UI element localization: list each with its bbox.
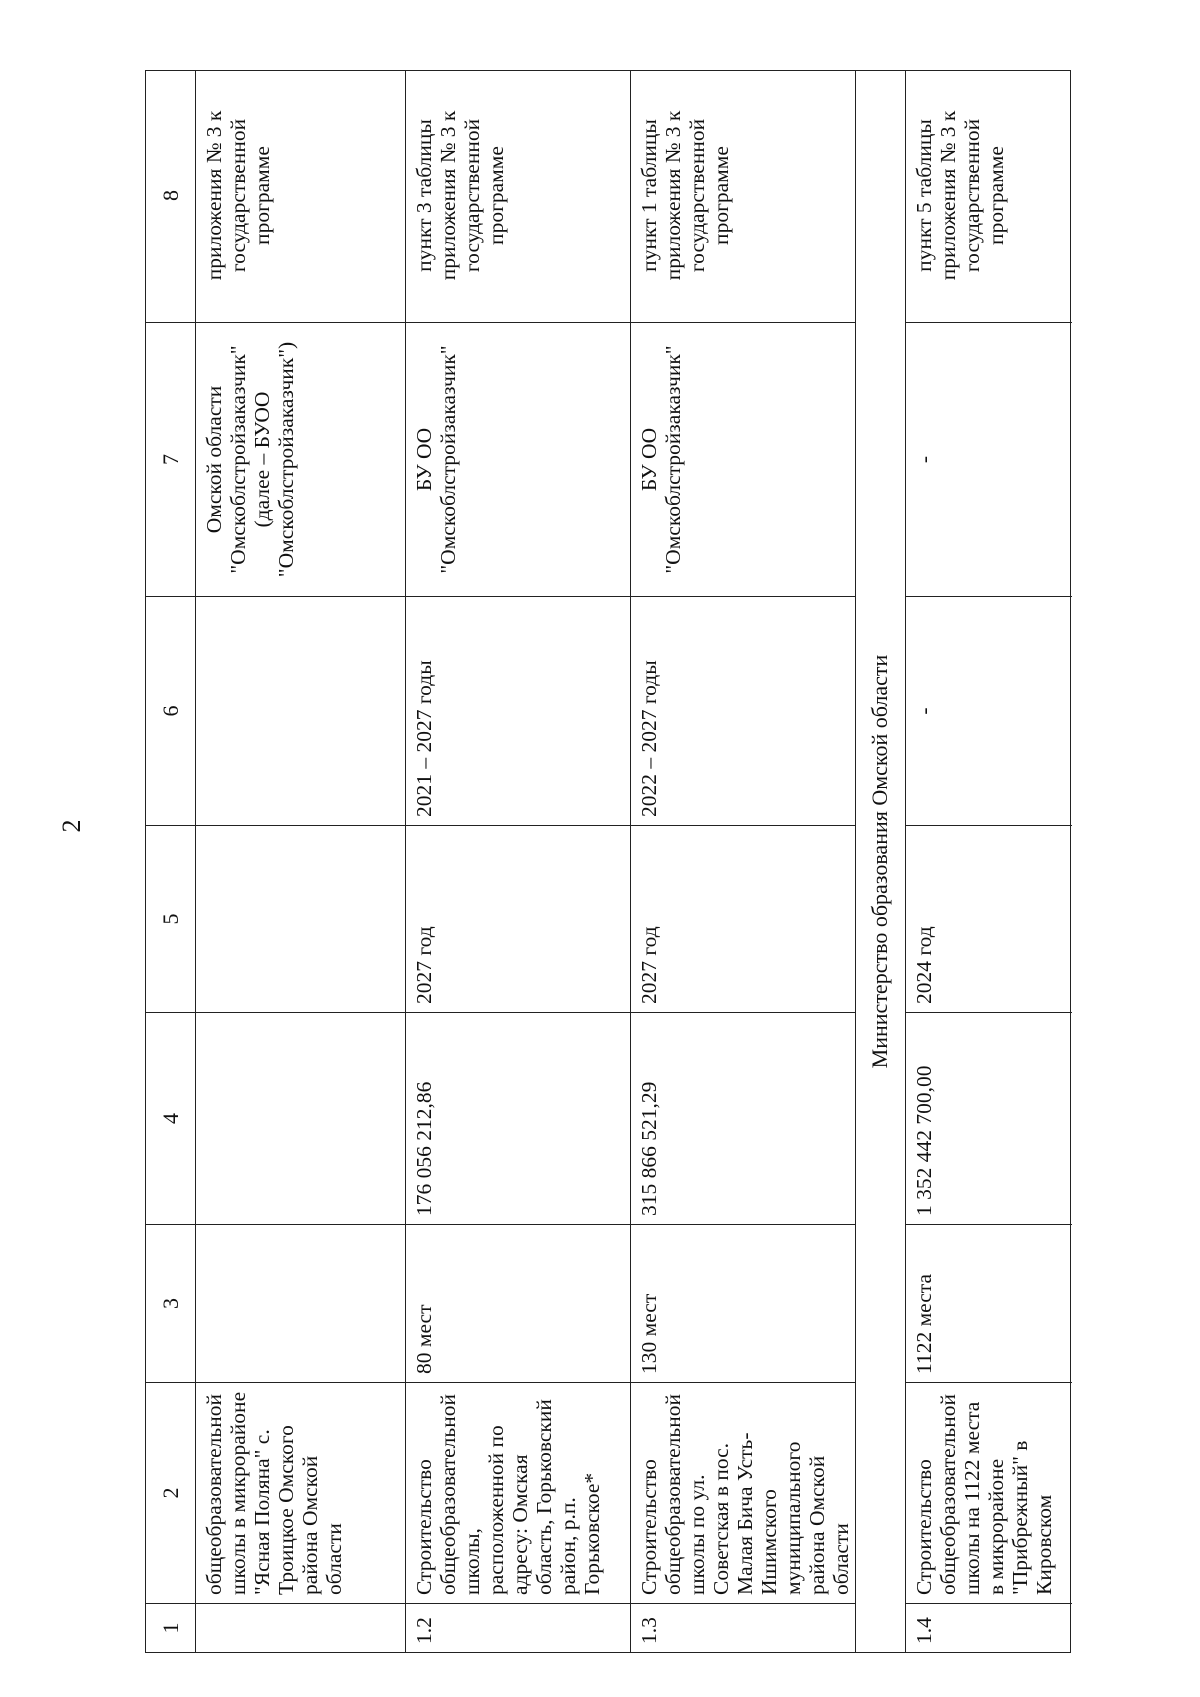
objects-table xyxy=(145,70,1071,1653)
row-number xyxy=(196,1603,405,1652)
commission-year: 2027 год xyxy=(631,825,855,1012)
header-col-2: 2 xyxy=(146,1382,195,1603)
commission-year xyxy=(196,825,405,1012)
object-capacity: 80 мест xyxy=(406,1224,630,1382)
object-cost: 176 056 212,86 xyxy=(406,1012,630,1224)
basis: пункт 5 таблицы приложения № 3 к государственной программе xyxy=(912,110,1008,281)
header-col-4: 4 xyxy=(146,1012,195,1224)
header-col-7: 7 xyxy=(146,322,195,596)
table-row xyxy=(196,71,406,1652)
table-row xyxy=(631,71,856,1652)
header-col-5: 5 xyxy=(146,825,195,1012)
object-capacity: 1122 места xyxy=(906,1224,1072,1382)
commission-year: 2027 год xyxy=(406,825,630,1012)
object-capacity: 130 мест xyxy=(631,1224,855,1382)
object-name: Строительство общеобразовательной школы на 1122 места в микрорайоне "Прибрежный" в Кировском xyxy=(906,1382,1072,1603)
table-row xyxy=(906,71,1072,1652)
object-name: Строительство общеобразовательной школы, расположенной по адресу: Омская область, Горьковский район, р.п. Горьковское* xyxy=(406,1382,630,1603)
construction-period: 2021 – 2027 годы xyxy=(406,596,630,825)
construction-period: - xyxy=(906,596,1072,825)
object-cost xyxy=(196,1012,405,1224)
customer: - xyxy=(906,322,1072,596)
construction-period xyxy=(196,596,405,825)
header-col-1: 1 xyxy=(146,1603,195,1652)
table-header-row xyxy=(146,71,196,1652)
object-name: общеобразовательной школы в микрорайоне "Ясная Поляна" с. Троицкое Омского района Омской области xyxy=(196,1382,405,1603)
header-col-8: 8 xyxy=(158,190,183,201)
header-col-3: 3 xyxy=(146,1224,195,1382)
customer: БУ ОО "Омскоблстройзаказчик" xyxy=(631,322,855,596)
basis: пункт 1 таблицы приложения № 3 к государственной программе xyxy=(637,110,733,281)
object-name: Строительство общеобразовательной школы по ул. Советская в пос. Малая Бича Усть-Ишимского муниципального района Омской области xyxy=(631,1382,855,1603)
commission-year: 2024 год xyxy=(906,825,1072,1012)
row-number: 1.4 xyxy=(906,1603,1072,1652)
object-cost: 1 352 442 700,00 xyxy=(906,1012,1072,1224)
customer: Омской области "Омскоблстройзаказчик" (далее – БУОО "Омскоблстройзаказчик") xyxy=(196,322,405,596)
object-cost: 315 866 521,29 xyxy=(631,1012,855,1224)
basis: пункт 3 таблицы приложения № 3 к государственной программе xyxy=(412,110,508,281)
row-number: 1.3 xyxy=(631,1603,855,1652)
row-number: 1.2 xyxy=(406,1603,630,1652)
object-capacity xyxy=(196,1224,405,1382)
header-col-6: 6 xyxy=(146,596,195,825)
page-number: 2 xyxy=(57,819,86,833)
construction-period: 2022 – 2027 годы xyxy=(631,596,855,825)
basis: приложения № 3 к государственной программе xyxy=(202,110,274,281)
customer: БУ ОО "Омскоблстройзаказчик" xyxy=(406,322,630,596)
section-title: Министерство образования Омской области xyxy=(856,71,906,1652)
table-row xyxy=(406,71,631,1652)
